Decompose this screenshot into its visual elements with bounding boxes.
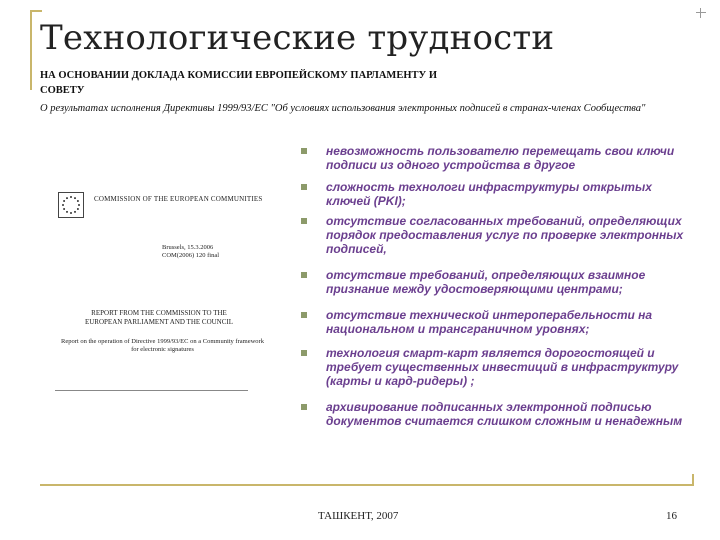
doc-divider: [55, 390, 248, 391]
footer-city: ТАШКЕНТ, 2007: [318, 510, 399, 522]
slide-title: Технологические трудности: [40, 18, 555, 58]
footer-divider: [40, 484, 692, 486]
eu-stars-icon: [58, 192, 84, 218]
doc-place-line1: Brussels, 15.3.2006: [162, 244, 214, 251]
bullet-square-icon: [301, 404, 307, 410]
list-item-text: отсутствие согласованных требований, определяющих порядок предоставления услуг по проверке электронных подписей,: [326, 214, 684, 256]
frame-corner-line: [30, 10, 42, 12]
list-item-text: невозможность пользователю перемещать свои ключи подписи из одного устройства в другое: [326, 144, 675, 172]
list-item: [301, 268, 696, 296]
doc-report-title: REPORT FROM THE COMMISSION TO THE EUROPEAN PARLIAMENT AND THE COUNCIL: [84, 309, 234, 326]
bullet-square-icon: [301, 272, 307, 278]
list-item-text: технология смарт-карт является дорогостоящей и требует существенных инвестиций в инфраструктуру (карты и кард-ридеры) ;: [326, 346, 679, 388]
report-document-image: [40, 170, 265, 410]
footer-divider-tick: [692, 474, 694, 486]
doc-place-date: [162, 244, 219, 260]
bullet-square-icon: [301, 218, 307, 224]
doc-commission-label: COMMISSION OF THE EUROPEAN COMMUNITIES: [94, 195, 263, 203]
bullet-square-icon: [301, 312, 307, 318]
list-item: [301, 308, 696, 336]
bullet-square-icon: [301, 350, 307, 356]
list-item: [301, 214, 696, 256]
doc-place-line2: COM(2006) 120 final: [162, 252, 220, 259]
list-item: [301, 180, 696, 208]
bullet-square-icon: [301, 184, 307, 190]
slide-subtitle-italic: О результатах исполнения Директивы 1999/93/ЕС "Об условиях использования электронных подписей в странах-членах Сообщества": [40, 103, 646, 114]
list-item: [301, 346, 696, 388]
doc-report-ref: Report on the operation of Directive 1999/93/EC on a Community framework for electronic signatures: [61, 338, 264, 353]
page-number: 16: [666, 510, 677, 522]
list-item-text: сложность технологи инфраструктуры открытых ключей (PKI);: [326, 180, 652, 208]
list-item-text: отсутствие требований, определяющих взаимное признание между удостоверяющими центрами;: [326, 268, 646, 296]
bullet-square-icon: [301, 148, 307, 154]
frame-left-line: [30, 10, 32, 90]
eu-stars-graphic: [59, 193, 83, 217]
list-item-text: архивирование подписанных электронной подписью документов считается слишком сложным и ненадежным: [326, 400, 683, 428]
list-item: [301, 400, 696, 428]
list-item-text: отсутствие технической интероперабельности на национальном и трансграничном уровнях;: [326, 308, 653, 336]
corner-cross-icon: [696, 8, 706, 18]
slide-subtitle-bold: НА ОСНОВАНИИ ДОКЛАДА КОМИССИИ ЕВРОПЕЙСКОМУ ПАРЛАМЕНТУ И СОВЕТУ: [40, 70, 437, 96]
list-item: [301, 144, 696, 172]
